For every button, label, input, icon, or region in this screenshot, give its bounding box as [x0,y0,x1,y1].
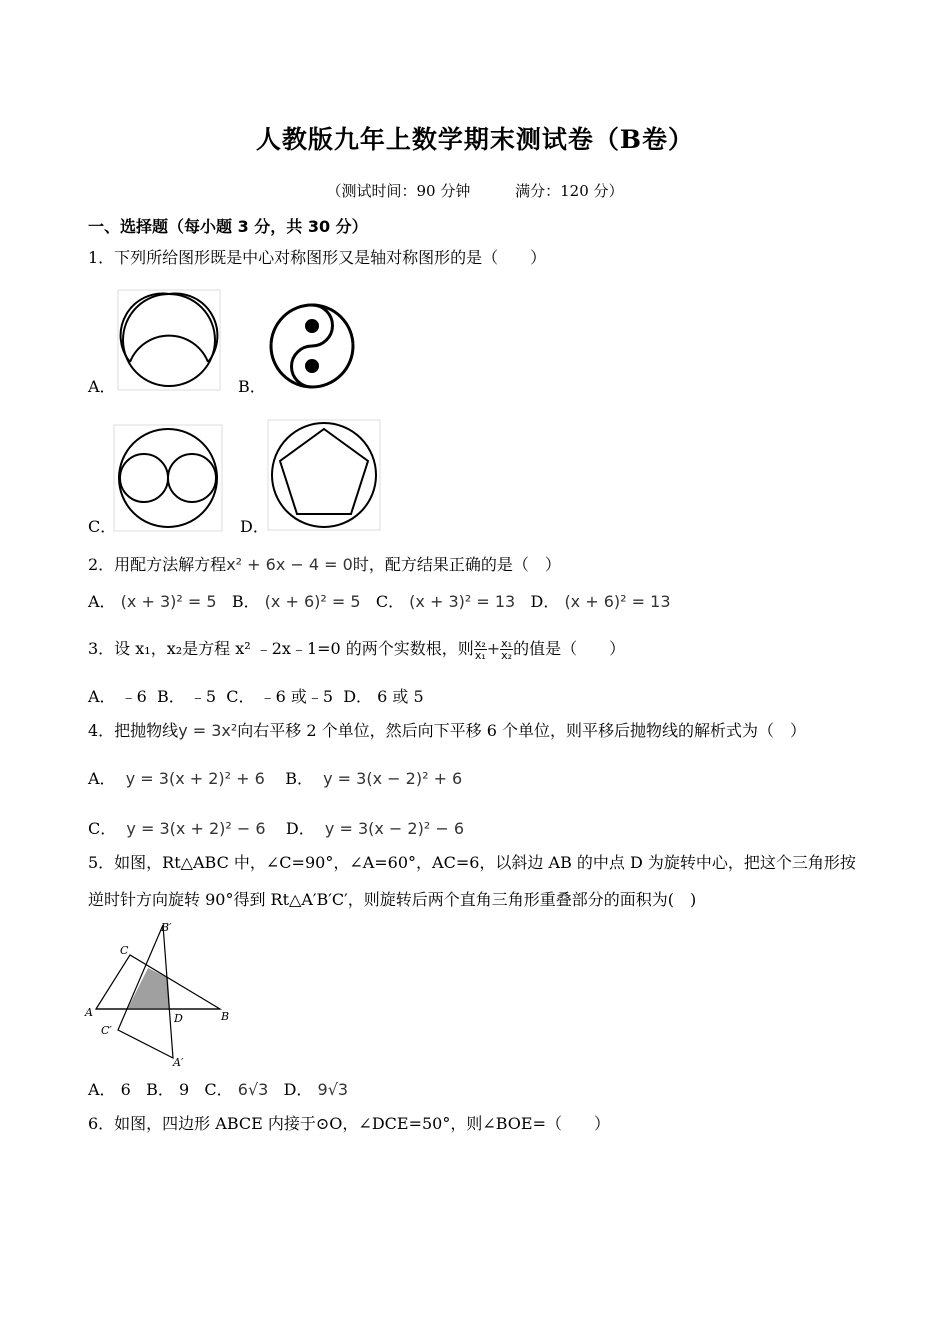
q5-label-b: B [221,1010,230,1023]
q1-figure-c [114,425,222,531]
q2-equation: x² + 6x − 4 = 0 [226,555,353,574]
q3-option-c: ﹣6 或﹣5 [259,687,334,706]
question-2-stem [88,555,561,575]
q1-figure-d [268,420,380,530]
q5-label-d: D [174,1012,183,1025]
q3-option-b: ﹣5 [189,687,217,706]
q3-fraction-1 [474,638,487,661]
q5-options [88,1080,348,1100]
q2-stem-pre: 2．用配方法解方程 [88,555,227,574]
q1-label-b: B． [238,377,266,396]
q5-label-a2: A′ [173,1056,184,1069]
q4-label-b: B． [285,769,313,788]
question-4-stem [88,721,806,741]
q4-stem-pre: 4．把抛物线 [88,721,179,740]
q5-label-opt-d: D． [283,1080,313,1099]
q3-option-d: 6 或 5 [377,687,424,706]
q2-option-a: (x + 3)² = 5 [120,592,217,611]
q5-label-c: C [120,944,129,957]
q1-figure-b [268,302,356,390]
q3-label-d: D． [343,687,373,706]
q4-label-a: A． [88,769,116,788]
test-time: （测试时间：90 分钟 [326,182,471,200]
page-title: 人教版九年上数学期末测试卷（B卷） [255,125,695,154]
q4-stem-post: 向右平移 2 个单位，然后向下平移 6 个单位，则平移后抛物线的解析式为（ ） [237,721,807,740]
q3-stem-pre: 3．设 x₁，x₂是方程 x² ﹣2x﹣1=0 的两个实数根，则 [88,639,474,658]
q5-label-opt-a: A． [88,1080,116,1099]
q5-overlap-region [128,968,170,1008]
full-score: 满分：120 分） [515,182,624,200]
q4-option-c: y = 3(x + 2)² − 6 [126,819,266,838]
q3-frac2-numerator: x₁ [501,637,513,650]
q5-option-a: 6 [120,1080,131,1099]
q3-stem-post: 的值是（ ） [513,639,626,658]
q3-fraction-2 [500,638,513,661]
q1-label-c: C． [88,517,117,536]
q2-option-d: (x + 6)² = 13 [564,592,671,611]
q2-options [88,592,671,612]
question-6-stem: 6．如图，四边形 ABCE 内接于⊙O，∠DCE=50°，则∠BOE=（ ） [88,1114,610,1133]
question-5-line-1: 5．如图，Rt△ABC 中，∠C=90°，∠A=60°，AC=6，以斜边 AB 的中点 D 为旋转中心，把这个三角形按 [88,853,856,872]
q5-label-c2: C′ [101,1024,112,1037]
q2-label-d: D． [530,592,560,611]
q4-option-b: y = 3(x − 2)² + 6 [323,769,463,788]
q4-options-row2 [88,819,464,839]
question-3-stem [88,638,625,661]
q2-option-c: (x + 3)² = 13 [409,592,516,611]
exam-info [0,180,950,201]
q2-option-b: (x + 6)² = 5 [264,592,361,611]
q3-option-a: ﹣6 [120,687,147,706]
q3-label-c: C． [226,687,255,706]
q1-label-d: D． [240,517,269,536]
q4-label-c: C． [88,819,117,838]
q4-equation: y = 3x² [178,721,238,740]
q5-option-b: 9 [178,1080,190,1099]
q2-label-c: C． [375,592,405,611]
q4-label-d: D． [285,819,315,838]
q1-label-a: A． [88,377,116,396]
question-5-line-2: 逆时针方向旋转 90°得到 Rt△A′B′C′，则旋转后两个直角三角形重叠部分的面积为( ) [88,890,697,909]
q4-option-d: y = 3(x − 2)² − 6 [324,819,464,838]
q4-options-row1 [88,769,462,789]
q3-label-a: A． [88,687,116,706]
q3-plus: + [486,639,501,658]
q2-stem-post: 时，配方结果正确的是（ ） [352,555,561,574]
q5-option-d: 9√3 [317,1080,349,1099]
q5-option-c: 6√3 [237,1080,269,1099]
q3-frac1-denominator: x₁ [474,649,486,662]
q5-label-b2: B′ [161,921,172,934]
q5-label-a: A [85,1006,93,1019]
q5-label-opt-b: B． [146,1080,174,1099]
q5-figure [84,920,234,1070]
q1-figure-a [118,290,220,390]
q3-label-b: B． [157,687,185,706]
question-1-stem: 1．下列所给图形既是中心对称图形又是轴对称图形的是（ ） [88,248,547,267]
q3-frac2-denominator: x₂ [501,649,513,662]
q3-frac1-numerator: x₂ [474,637,486,650]
q2-label-a: A． [88,592,116,611]
q4-option-a: y = 3(x + 2)² + 6 [125,769,265,788]
q3-options [88,687,424,707]
section-title: 一、选择题（每小题 3 分，共 30 分） [88,217,368,236]
q2-label-b: B． [231,592,260,611]
q5-label-opt-c: C． [204,1080,233,1099]
